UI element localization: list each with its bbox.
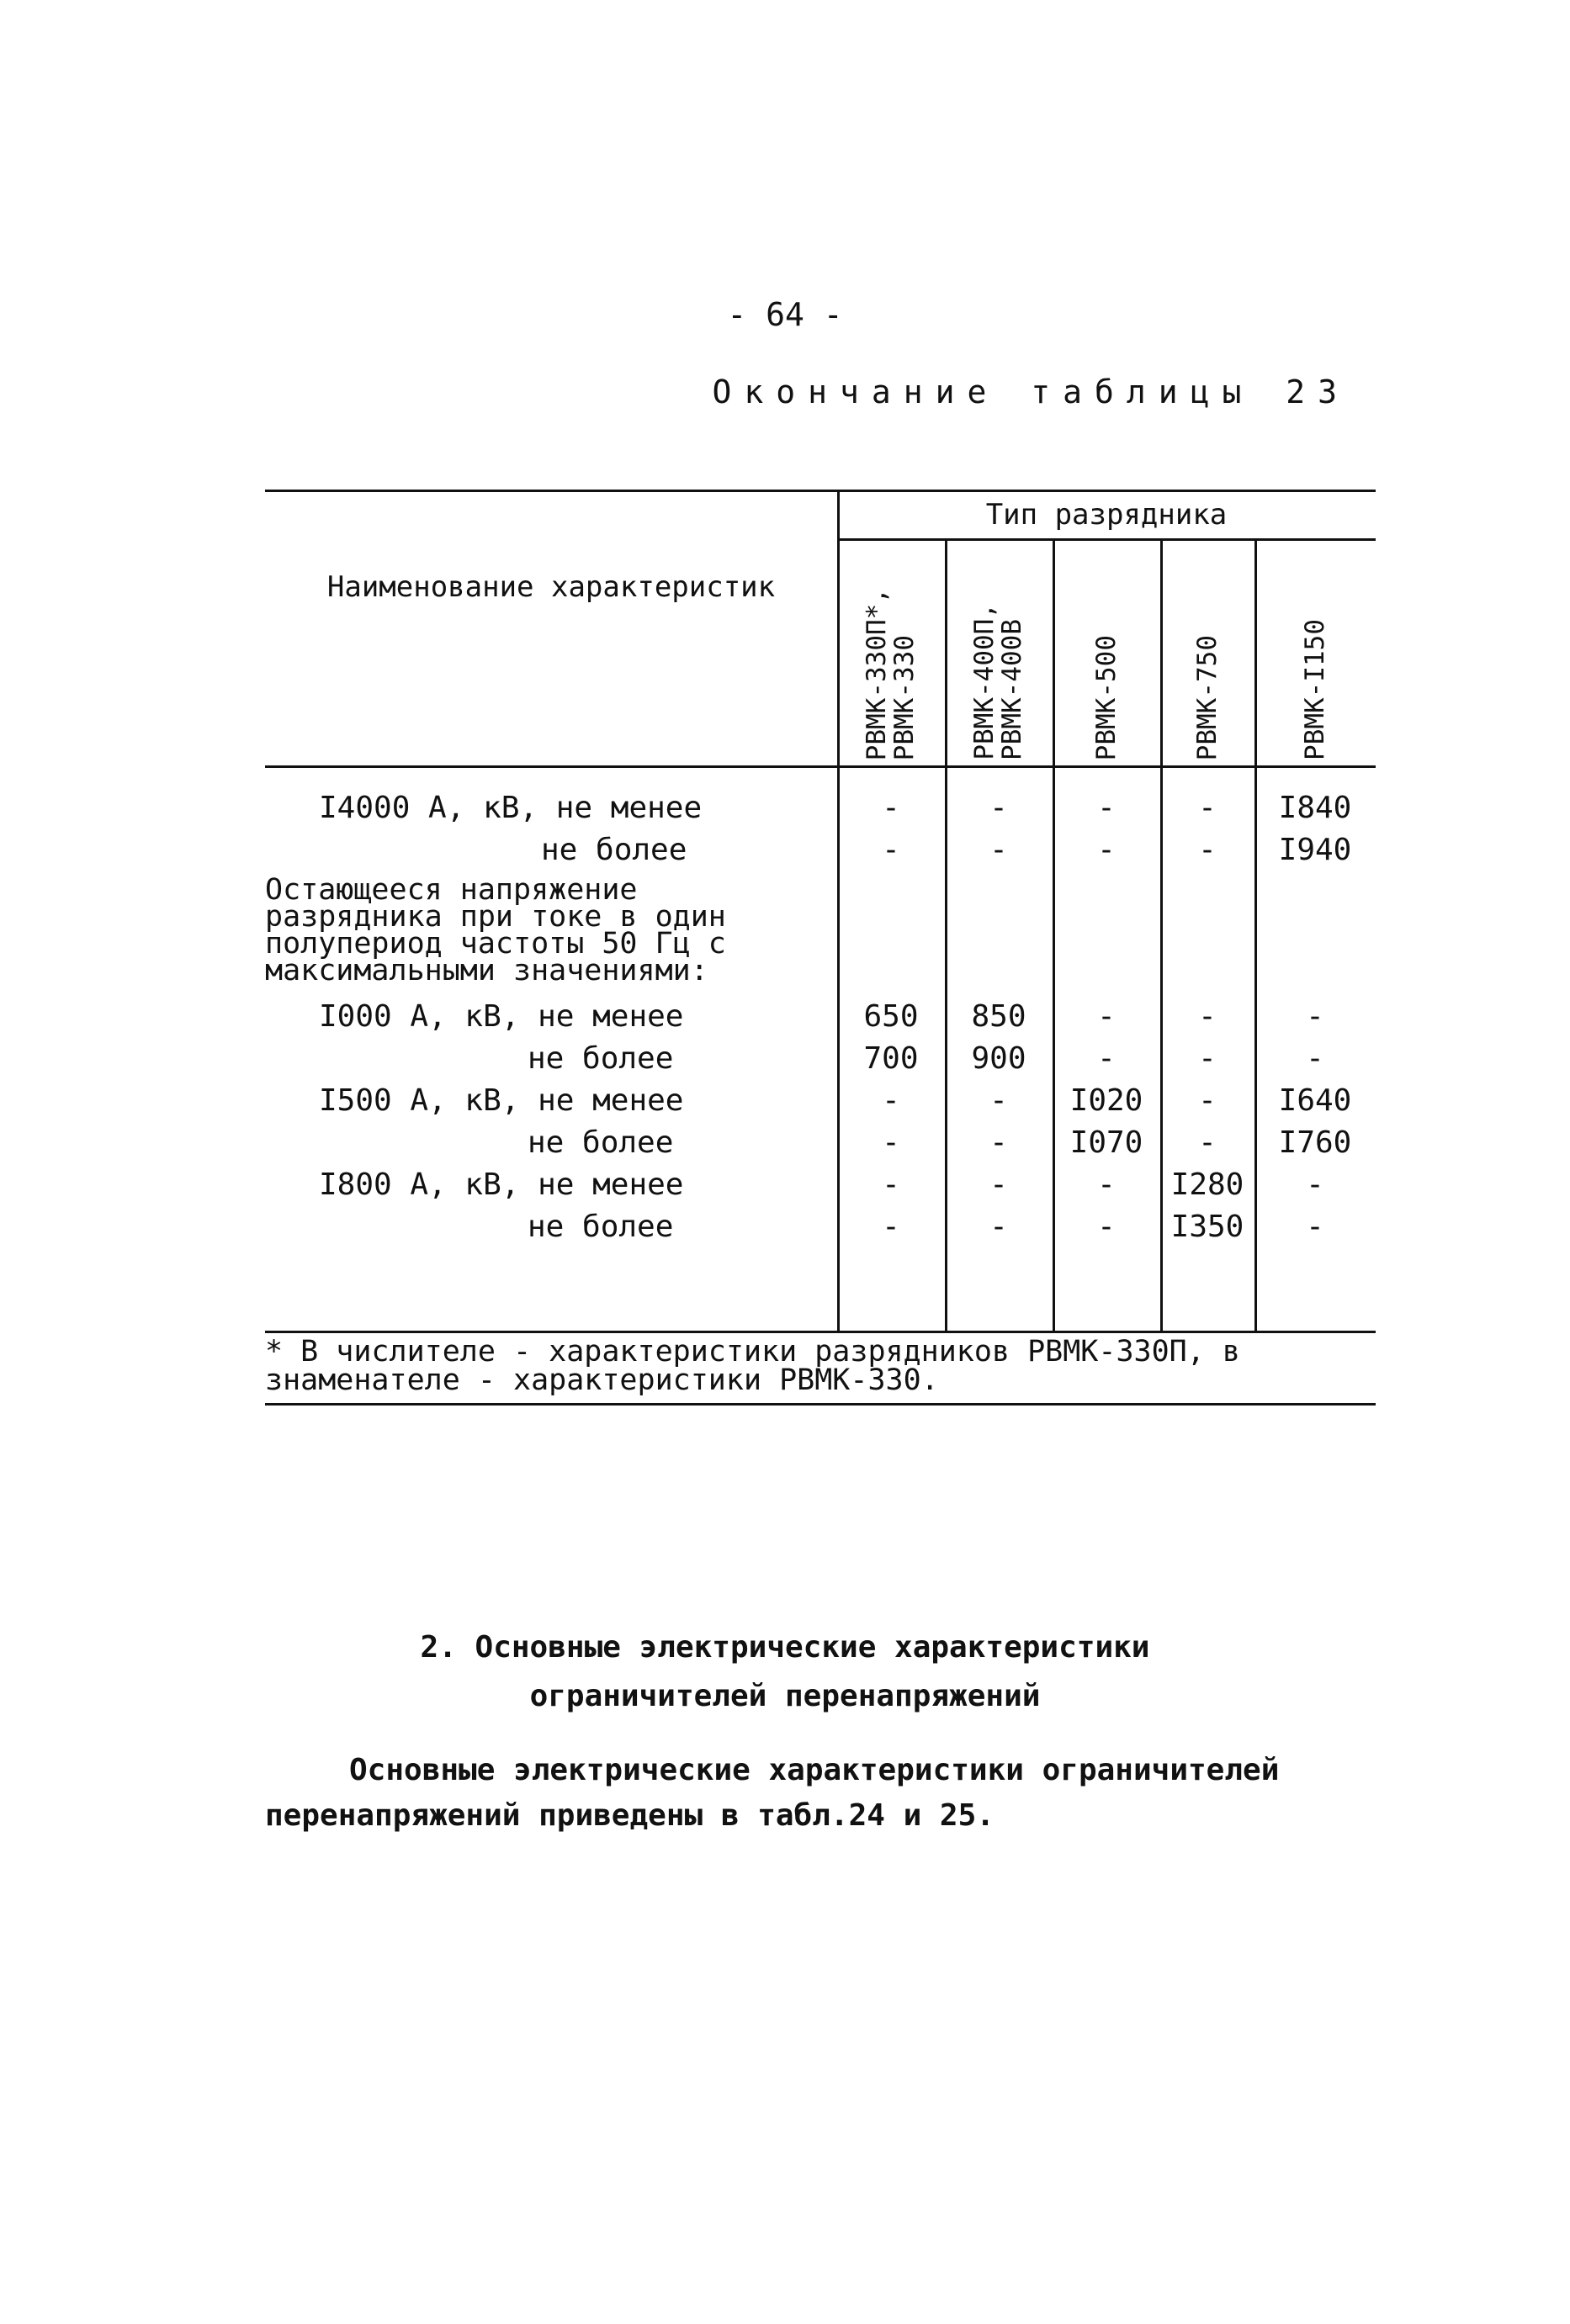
row-label: I4000 А, кВ, не менее bbox=[319, 791, 703, 825]
row-label: не более bbox=[528, 1041, 674, 1076]
table-cell: 700 bbox=[863, 1041, 919, 1076]
column-header-rvmk-750 bbox=[1160, 540, 1254, 760]
table-cell: 650 bbox=[863, 999, 919, 1034]
table-cell: I760 bbox=[1278, 1125, 1352, 1160]
table-cell: - bbox=[882, 1125, 900, 1160]
row-label: I800 А, кВ, не менее bbox=[319, 1167, 684, 1202]
table-cell: - bbox=[989, 791, 1008, 825]
table-cell: - bbox=[1306, 1041, 1324, 1076]
table-cell: 850 bbox=[971, 999, 1026, 1034]
table-cell: - bbox=[989, 1167, 1008, 1202]
table-cell: - bbox=[882, 1210, 900, 1244]
characteristics-table bbox=[265, 490, 1376, 1331]
table-cell: - bbox=[1306, 1167, 1324, 1202]
table-cell: I020 bbox=[1069, 1083, 1143, 1118]
section-heading-line: 2. Основные электрические характеристики bbox=[420, 1630, 1150, 1665]
name-column-header: Наименование характеристик bbox=[326, 570, 776, 604]
table-cell: I280 bbox=[1170, 1167, 1244, 1202]
table-top-rule bbox=[265, 490, 1376, 492]
table-cell: - bbox=[1198, 999, 1217, 1034]
table-cell: I940 bbox=[1278, 833, 1352, 867]
table-cell: - bbox=[1097, 1041, 1116, 1076]
section-body-text: Основные электрические характеристики ограничителей перенапряжений приведены в табл.24 и 25. bbox=[265, 1753, 1280, 1833]
table-cell: - bbox=[1097, 791, 1116, 825]
table-cell: - bbox=[882, 833, 900, 867]
arrester-type-header: Тип разрядника bbox=[985, 498, 1228, 532]
table-cell: - bbox=[1198, 791, 1217, 825]
column-header-rvmk-1150 bbox=[1254, 540, 1376, 760]
page-number: - 64 - bbox=[727, 296, 843, 333]
row-label: не более bbox=[528, 1125, 674, 1160]
table-cell: - bbox=[1097, 1210, 1116, 1244]
row-label: не более bbox=[541, 833, 687, 867]
column-header-line: РВМК-I150 bbox=[1299, 619, 1330, 760]
column-header-line: РВМК-400В bbox=[997, 619, 1027, 760]
row-label: I500 А, кВ, не менее bbox=[319, 1083, 684, 1118]
column-header-rvmk-500 bbox=[1053, 540, 1160, 760]
table-cell: I840 bbox=[1278, 791, 1352, 825]
table-cell: - bbox=[1198, 1125, 1217, 1160]
table-cell: - bbox=[1198, 1083, 1217, 1118]
row-label-paragraph: Остающееся напряжение разрядника при токе в один полупериод частоты 50 Гц с максимальными значениями: bbox=[265, 873, 726, 987]
table-cell: - bbox=[882, 1167, 900, 1202]
table-cell: - bbox=[1198, 833, 1217, 867]
table-cell: - bbox=[1306, 1210, 1324, 1244]
section-heading bbox=[0, 1623, 1570, 1721]
row-label: I000 А, кВ, не менее bbox=[319, 999, 684, 1034]
table-cell: - bbox=[1097, 999, 1116, 1034]
row-label: не более bbox=[528, 1210, 674, 1244]
column-header-line: РВМК-400П, bbox=[969, 603, 1000, 760]
column-header-rvmk-330 bbox=[837, 540, 945, 760]
footnote-bottom-rule bbox=[265, 1403, 1376, 1406]
column-header-rvmk-400 bbox=[945, 540, 1053, 760]
table-cell: - bbox=[989, 1210, 1008, 1244]
column-header-line: РВМК-330 bbox=[889, 634, 920, 760]
table-cell: - bbox=[882, 1083, 900, 1118]
table-cell: I640 bbox=[1278, 1083, 1352, 1118]
table-cell: - bbox=[989, 833, 1008, 867]
column-header-line: РВМК-330П*, bbox=[862, 587, 892, 760]
table-cell: I070 bbox=[1069, 1125, 1143, 1160]
table-cell: - bbox=[1198, 1041, 1217, 1076]
table-cell: - bbox=[989, 1083, 1008, 1118]
table-cell: - bbox=[882, 791, 900, 825]
column-header-line: РВМК-750 bbox=[1191, 634, 1223, 760]
section-heading-line: ограничителей перенапряжений bbox=[529, 1679, 1041, 1713]
table-cell: - bbox=[1306, 999, 1324, 1034]
header-bottom-rule bbox=[265, 765, 1376, 768]
column-header-line: РВМК-500 bbox=[1090, 634, 1122, 760]
table-caption: Окончание таблицы 23 bbox=[712, 373, 1350, 410]
table-cell: - bbox=[1097, 1167, 1116, 1202]
table-cell: 900 bbox=[971, 1041, 1026, 1076]
table-cell: I350 bbox=[1170, 1210, 1244, 1244]
table-cell: - bbox=[1097, 833, 1116, 867]
table-cell: - bbox=[989, 1125, 1008, 1160]
table-bottom-rule bbox=[265, 1331, 1376, 1333]
table-footnote: * В числителе - характеристики разрядников РВМК-330П, в знаменателе - характеристики РВМК-330. bbox=[265, 1335, 1240, 1397]
